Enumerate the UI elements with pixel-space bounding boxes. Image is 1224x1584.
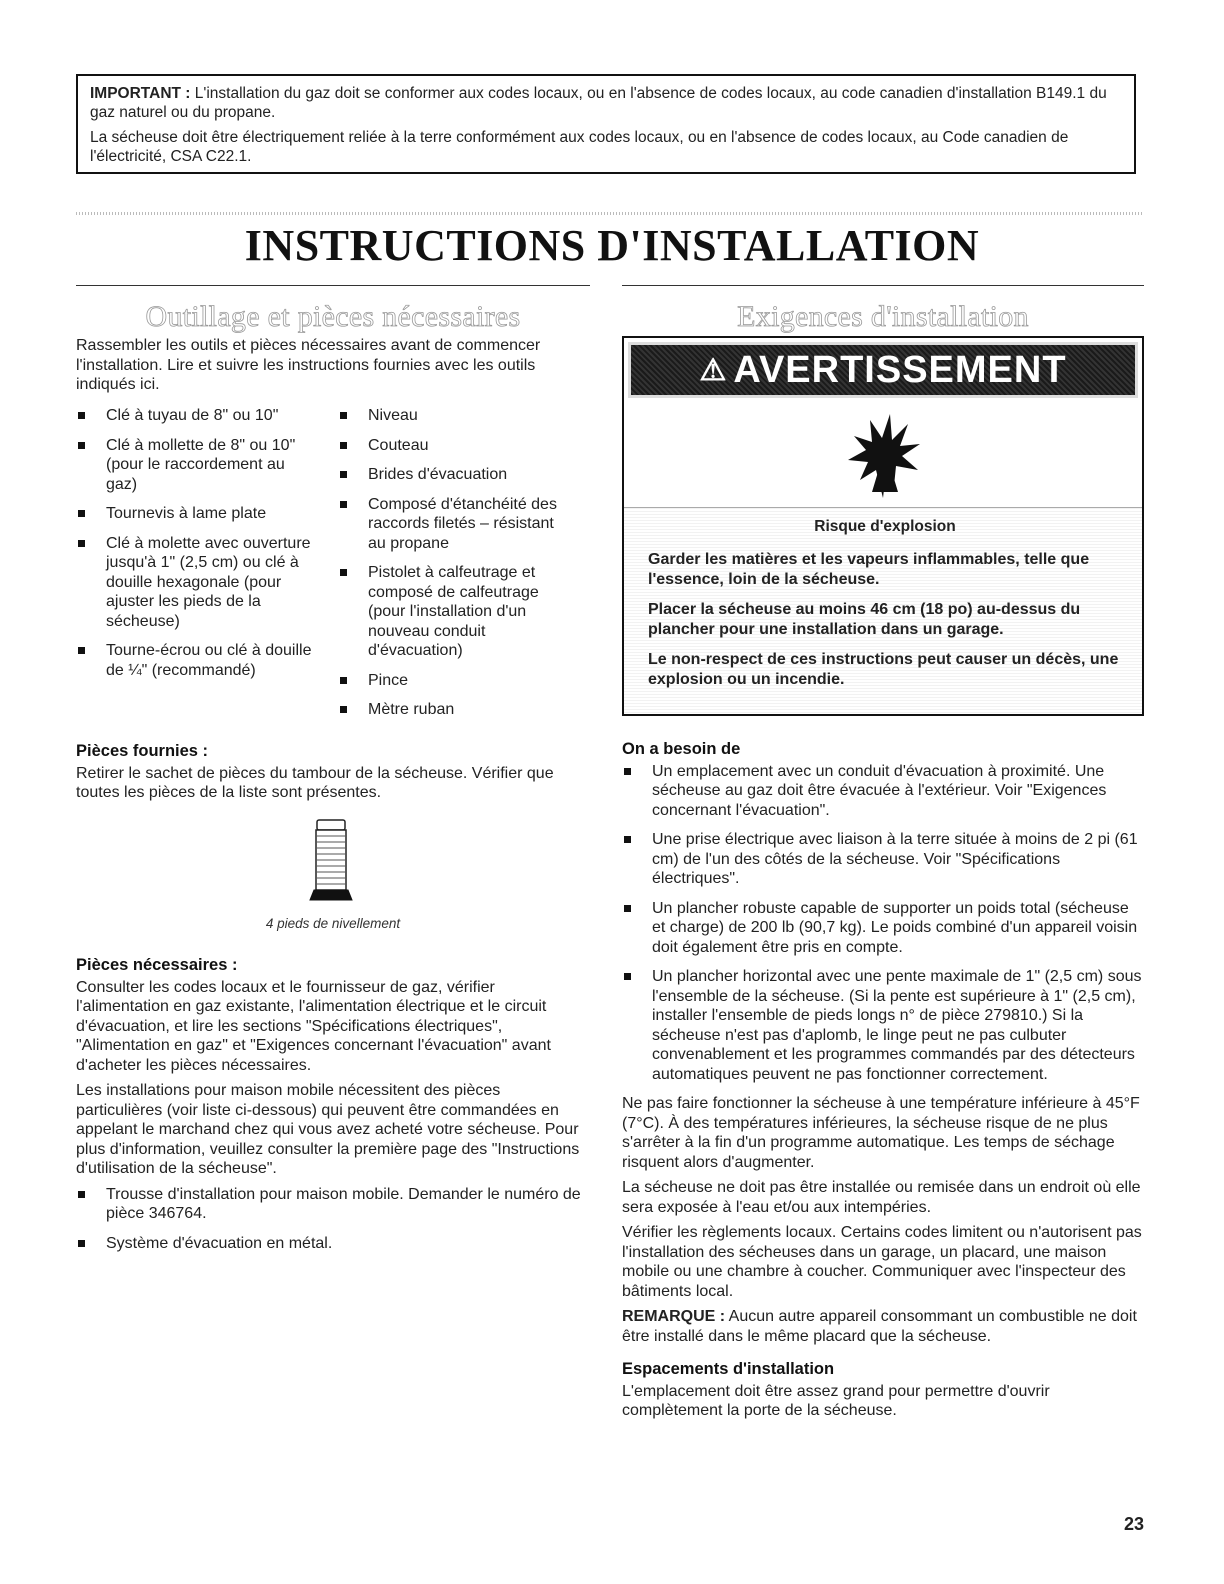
requirements-block <box>622 740 1144 1427</box>
supplied-parts-text: Retirer le sachet de pièces du tambour de la sécheuse. Vérifier que toutes les pièces de la liste sont présentes. <box>76 764 554 801</box>
warning-body <box>624 508 1142 713</box>
list-item: Clé à mollette de 8" ou 10" (pour le raccordement au gaz) <box>76 436 316 495</box>
needed-parts-list <box>76 1185 590 1254</box>
supplied-parts-heading: Pièces fournies : <box>76 742 209 760</box>
warning-text-3: Le non-respect de ces instructions peut causer un décès, une explosion ou un incendie. <box>648 651 1119 688</box>
list-item: Clé à molette avec ouverture jusqu'à 1" (2,5 cm) ou clé à douille hexagonale (pour ajuster les pieds de la sécheuse) <box>76 534 316 632</box>
warning-text-1: Garder les matières et les vapeurs inflammables, telle que l'essence, loin de la sécheuse. <box>648 551 1090 588</box>
leveling-foot-illustration <box>306 818 356 908</box>
note-text: Aucun autre appareil consommant un combustible ne doit être installé dans le même placard que la sécheuse. <box>622 1308 1137 1345</box>
list-item: Un emplacement avec un conduit d'évacuation à proximité. Une sécheuse au gaz doit être évacuée à l'extérieur. Voir "Exigences concernant l'évacuation". <box>622 762 1144 821</box>
needs-list <box>622 762 1144 1085</box>
important-line-2: La sécheuse doit être électriquement reliée à la terre conformément aux codes locaux, ou en l'absence de codes locaux, au Code canadien de l'électricité, CSA C22.1. <box>90 129 1069 165</box>
list-item: Trousse d'installation pour maison mobile. Demander le numéro de pièce 346764. <box>76 1185 590 1224</box>
explosion-pictogram <box>624 402 1142 508</box>
page-number: 23 <box>1123 1514 1144 1534</box>
warning-title: AVERTISSEMENT <box>733 348 1067 391</box>
list-item: Un plancher horizontal avec une pente maximale de 1" (2,5 cm) sous l'ensemble de la sécheuse. (Si la pente est supérieure à 1" (2,5 cm), installer l'ensemble de pieds longs n° de pièce 279810.) Si la sécheuse n'est pas d'aplomb, le linge peut ne pas culbuter convenablement et les programmes commandés par des détecteurs automatiques peuvent ne pas fonctionner correctement. <box>622 967 1144 1084</box>
local-codes-paragraph: Vérifier les règlements locaux. Certains codes limitent ou n'autorisent pas l'installation des sécheuses dans un garage, un placard, une maison mobile ou une chambre à coucher. Communiquer avec l'inspecteur des bâtiments local. <box>622 1224 1142 1300</box>
list-item: Pince <box>338 671 574 691</box>
list-item: Brides d'évacuation <box>338 465 574 485</box>
needed-parts-p1: Consulter les codes locaux et le fournisseur de gaz, vérifier l'alimentation en gaz existante, l'alimentation électrique et le circuit d'évacuation, et lire les sections "Spécifications électriques", "Alimentation en gaz" et "Exigences concernant l'évacuation" avant d'acheter les pièces nécessaires. <box>76 978 551 1074</box>
warning-header <box>628 342 1138 398</box>
explosion-warning-box <box>622 336 1144 716</box>
page-title: INSTRUCTIONS D'INSTALLATION <box>244 221 980 270</box>
needed-parts-heading: Pièces nécessaires : <box>76 956 238 974</box>
tools-intro-block <box>76 336 590 401</box>
top-divider <box>76 212 1144 215</box>
temperature-paragraph: Ne pas faire fonctionner la sécheuse à une température inférieure à 45°F (7°C). À des températures inférieures, la sécheuse risque de ne plus s'arrêter à la fin d'un programme automatique. Les temps de séchage risquent alors d'augmenter. <box>622 1095 1140 1171</box>
needed-parts-block <box>76 956 590 1263</box>
note-paragraph <box>622 1307 1144 1346</box>
warning-risk: Risque d'explosion <box>814 518 956 535</box>
warning-text-2: Placer la sécheuse au moins 46 cm (18 po) au-dessus du plancher pour une installation dans un garage. <box>648 601 1081 638</box>
spacing-text: L'emplacement doit être assez grand pour permettre d'ouvrir complètement la porte de la sécheuse. <box>622 1382 1050 1419</box>
list-item: Tournevis à lame plate <box>76 504 316 524</box>
list-item: Une prise électrique avec liaison à la terre située à moins de 2 pi (61 cm) de l'un des côtés de la sécheuse. Voir "Spécifications électriques". <box>622 830 1144 889</box>
list-item: Pistolet à calfeutrage et composé de calfeutrage (pour l'installation d'un nouveau conduit d'évacuation) <box>338 563 574 661</box>
list-item: Couteau <box>338 436 574 456</box>
list-item: Un plancher robuste capable de supporter un poids total (sécheuse et charge) de 200 lb (90,7 kg). Le poids combiné d'un appareil voisin doit également être pris en compte. <box>622 899 1144 958</box>
needed-parts-p2: Les installations pour maison mobile nécessitent des pièces particulières (voir liste ci-dessous) qui peuvent être commandées en appelant le marchand chez qui vous avez acheté votre sécheuse. Pour plus d'information, veuillez consulter la première page des "Instructions d'utilisation de la sécheuse". <box>76 1082 580 1177</box>
important-label: IMPORTANT : <box>90 85 191 102</box>
spacing-heading: Espacements d'installation <box>622 1360 835 1378</box>
important-notice <box>76 74 1136 174</box>
right-column-rule <box>622 285 1144 286</box>
important-text-1: L'installation du gaz doit se conformer aux codes locaux, ou en l'absence de codes locaux, au code canadien d'installation B149.1 du gaz naturel ou du propane. <box>90 85 1107 121</box>
note-label: REMARQUE : <box>622 1308 726 1325</box>
tools-list-a <box>76 406 316 690</box>
list-item: Clé à tuyau de 8" ou 10" <box>76 406 316 426</box>
left-column-rule <box>76 285 590 286</box>
tools-list-b <box>338 406 574 730</box>
requirements-section-heading: Exigences d'installation <box>737 300 1029 333</box>
warning-triangle-icon: ⚠ <box>699 353 728 387</box>
list-item: Mètre ruban <box>338 700 574 720</box>
needs-heading: On a besoin de <box>622 740 741 758</box>
leveling-feet-caption: 4 pieds de nivellement <box>265 916 401 931</box>
tools-intro: Rassembler les outils et pièces nécessaires avant de commencer l'installation. Lire et suivre les instructions fournies avec les outils indiqués ici. <box>76 337 541 393</box>
explosion-icon <box>838 410 928 500</box>
list-item: Niveau <box>338 406 574 426</box>
supplied-parts-block <box>76 742 590 809</box>
list-item: Système d'évacuation en métal. <box>76 1234 590 1254</box>
list-item: Tourne-écrou ou clé à douille de ¼" (recommandé) <box>76 641 316 680</box>
exposure-paragraph: La sécheuse ne doit pas être installée ou remisée dans un endroit où elle sera exposée à l'eau et/ou aux intempéries. <box>622 1179 1141 1216</box>
important-line-1 <box>90 84 1122 122</box>
tools-section-heading: Outillage et pièces nécessaires <box>145 300 521 333</box>
list-item: Composé d'étanchéité des raccords filetés – résistant au propane <box>338 495 574 554</box>
